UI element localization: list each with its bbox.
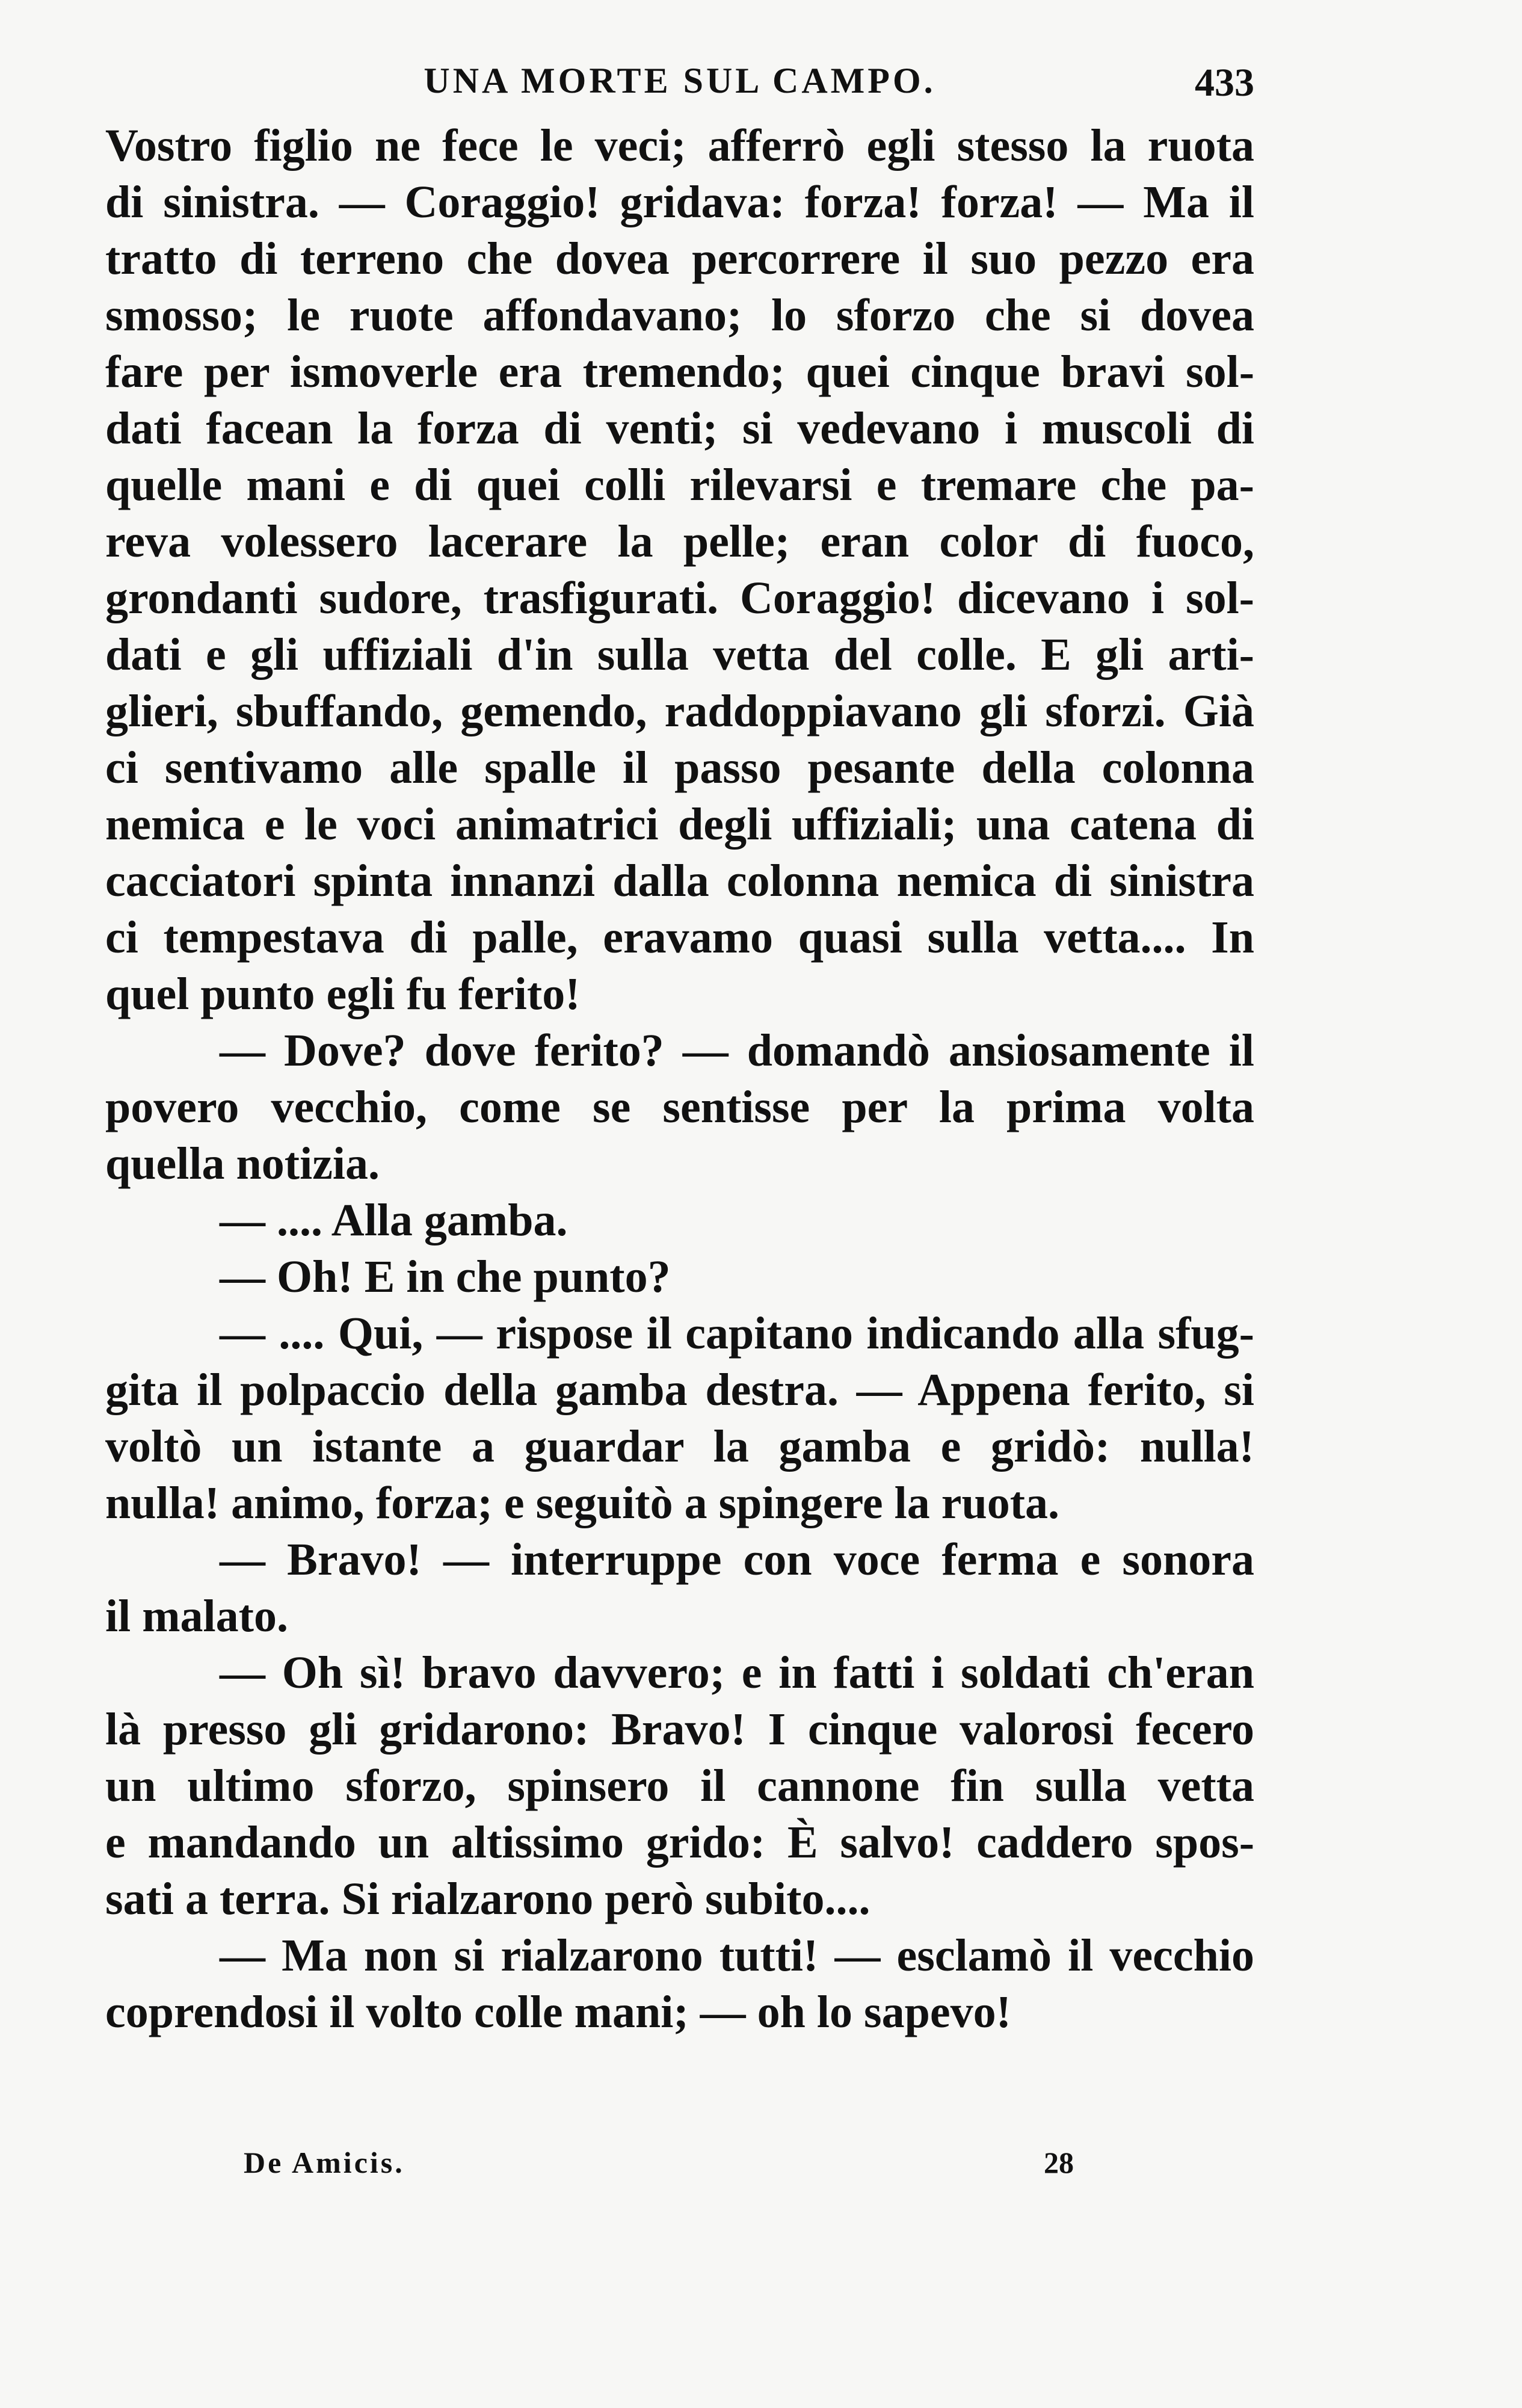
text-line: gita il polpaccio della gamba destra. — Appena ferito, si <box>105 1365 1254 1415</box>
text-line: di sinistra. — Coraggio! gridava: forza! forza! — Ma il <box>105 177 1254 227</box>
text-line: coprendosi il volto colle mani; — oh lo sapevo! <box>105 1987 1011 2037</box>
text-line: ci tempestava di palle, eravamo quasi sulla vetta.... In <box>105 912 1254 963</box>
text-line: — .... Qui, — rispose il capitano indicando alla sfug- <box>220 1308 1254 1359</box>
text-line: nemica e le voci animatrici degli uffiziali; una catena di <box>105 799 1254 850</box>
printer-signature: De Amicis. <box>244 2146 405 2179</box>
text-line: — Oh! E in che punto? <box>220 1252 671 1302</box>
page-number: 433 <box>1195 61 1254 105</box>
text-line: povero vecchio, come se sentisse per la prima volta <box>105 1082 1254 1132</box>
text-line: nulla! animo, forza; e seguitò a spingere la ruota. <box>105 1478 1060 1528</box>
text-line: glieri, sbuffando, gemendo, raddoppiavano gli sforzi. Già <box>105 686 1254 736</box>
running-title: UNA MORTE SUL CAMPO. <box>424 61 936 100</box>
text-line: e mandando un altissimo grido: È salvo! caddero spos- <box>105 1817 1254 1868</box>
text-line: cacciatori spinta innanzi dalla colonna nemica di sinistra <box>105 856 1254 906</box>
text-line: — Bravo! — interruppe con voce ferma e sonora <box>220 1534 1254 1585</box>
text-line: quella notizia. <box>105 1138 380 1189</box>
text-line: — Ma non si rialzarono tutti! — esclamò il vecchio <box>220 1930 1254 1981</box>
sheet-number: 28 <box>1044 2146 1074 2179</box>
text-line: grondanti sudore, trasfigurati. Coraggio! dicevano i sol- <box>105 573 1254 623</box>
text-line: dati e gli uffiziali d'in sulla vetta del colle. E gli arti- <box>105 629 1254 680</box>
text-line: — Dove? dove ferito? — domandò ansiosamente il <box>220 1025 1254 1076</box>
body-text <box>105 117 1254 2040</box>
text-line: — .... Alla gamba. <box>220 1195 568 1246</box>
text-line: dati facean la forza di venti; si vedevano i muscoli di <box>105 403 1254 454</box>
text-line: là presso gli gridarono: Bravo! I cinque valorosi fecero <box>105 1704 1254 1755</box>
page-footer <box>105 2145 1254 2187</box>
text-line: reva volessero lacerare la pelle; eran color di fuoco, <box>105 516 1254 567</box>
text-line: — Oh sì! bravo davvero; e in fatti i soldati ch'eran <box>220 1647 1254 1698</box>
text-line: sati a terra. Si rialzarono però subito.... <box>105 1874 870 1924</box>
text-line: Vostro figlio ne fece le veci; afferrò egli stesso la ruota <box>105 120 1254 171</box>
text-line: voltò un istante a guardar la gamba e gridò: nulla! <box>105 1421 1254 1472</box>
text-line: smosso; le ruote affondavano; lo sforzo che si dovea <box>105 290 1254 341</box>
text-line: il malato. <box>105 1591 288 1641</box>
text-line: tratto di terreno che dovea percorrere il suo pezzo era <box>105 233 1254 284</box>
text-line: quelle mani e di quei colli rilevarsi e tremare che pa- <box>105 460 1254 510</box>
text-line: fare per ismoverle era tremendo; quei cinque bravi sol- <box>105 347 1254 397</box>
text-line: ci sentivamo alle spalle il passo pesante della colonna <box>105 742 1254 793</box>
page-header <box>105 60 1254 114</box>
text-line: un ultimo sforzo, spinsero il cannone fin sulla vetta <box>105 1761 1254 1811</box>
text-line: quel punto egli fu ferito! <box>105 969 581 1019</box>
